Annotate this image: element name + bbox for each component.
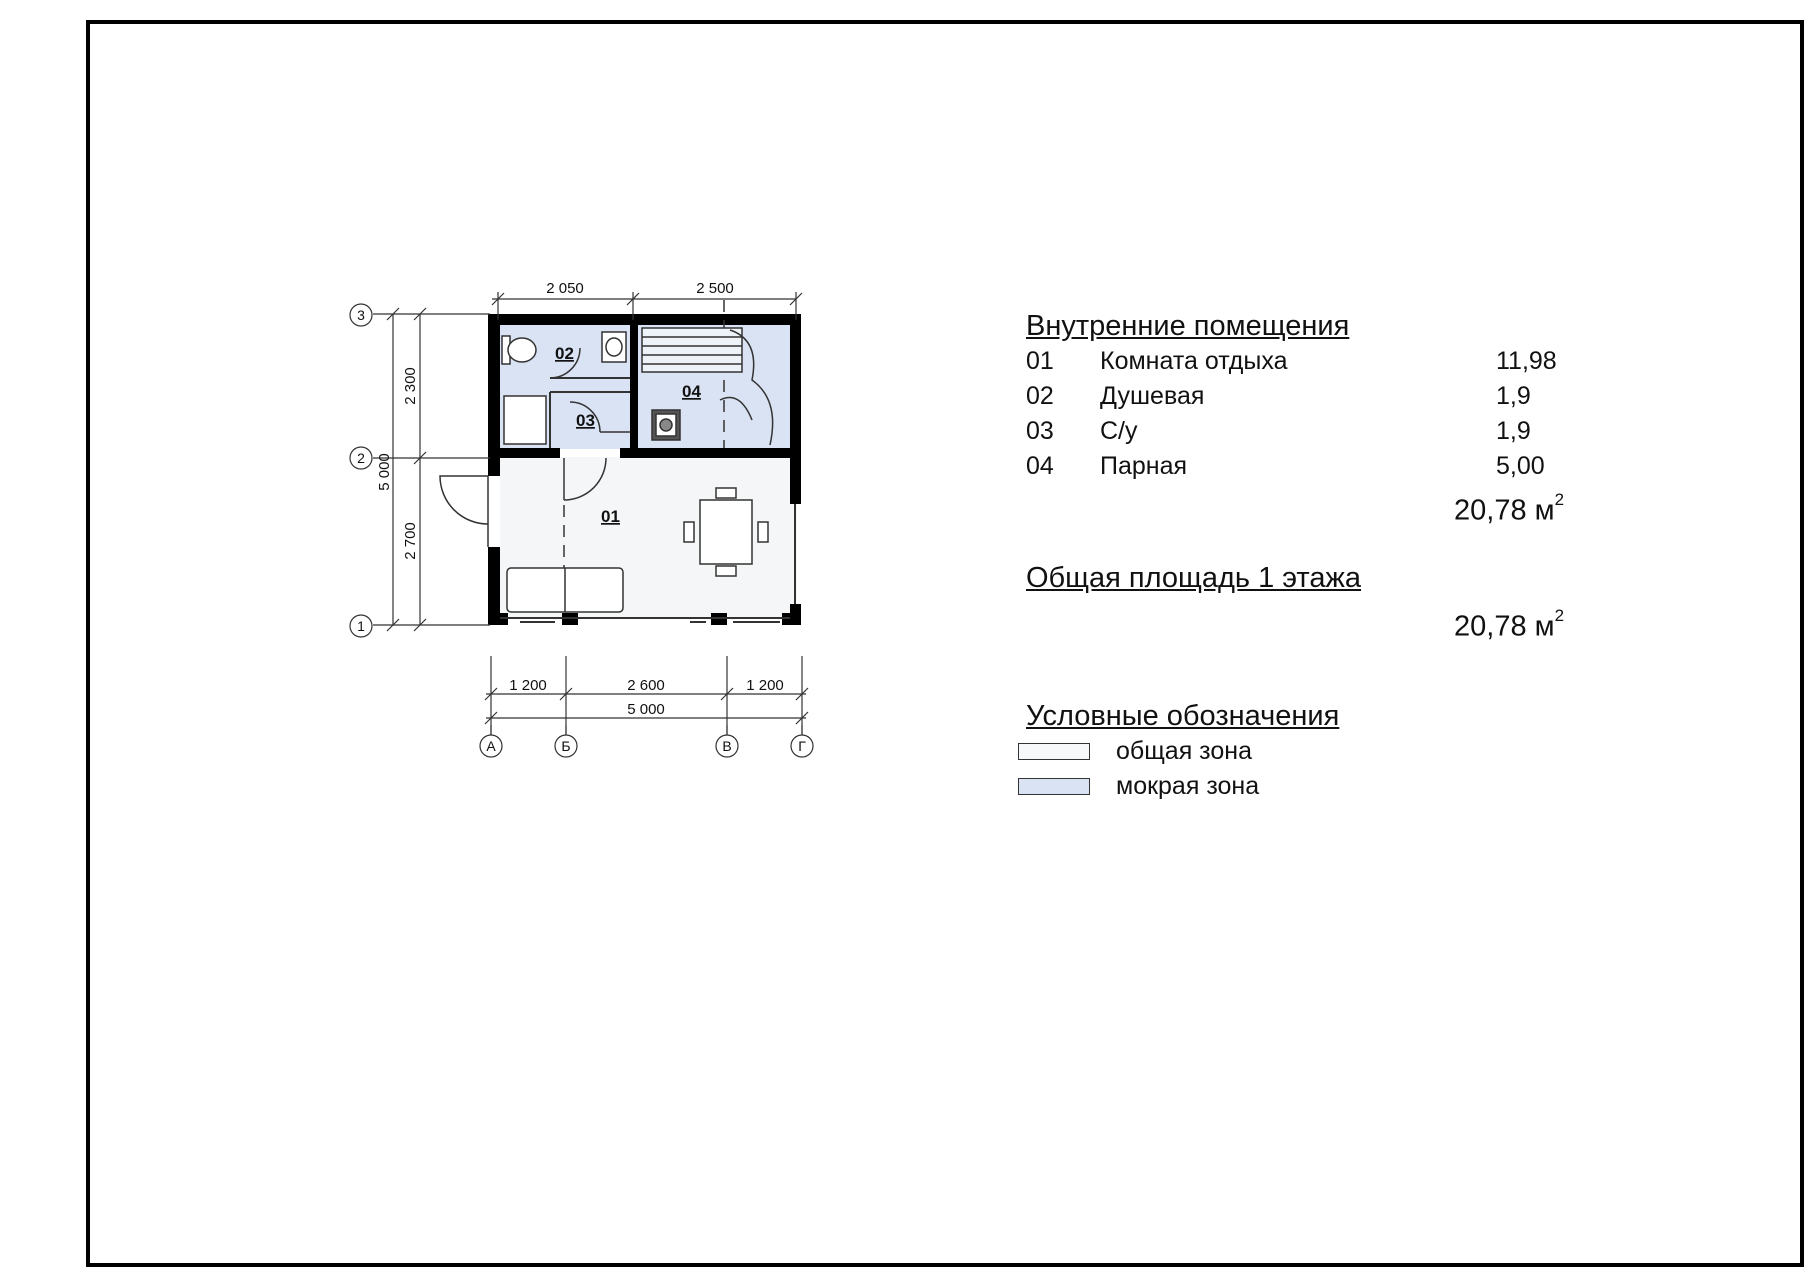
chair: [716, 566, 736, 576]
legend-label: мокрая зона: [1116, 772, 1260, 800]
dim-left-1: 2 300: [402, 367, 419, 405]
axis-label-3: 3: [357, 307, 365, 323]
axis-label-2: 2: [357, 450, 365, 466]
axis-label-b: Б: [561, 738, 571, 754]
chair: [716, 488, 736, 498]
floor-area: [1026, 600, 1586, 643]
floor-area-value: 20,78 м: [1454, 610, 1555, 643]
dim-bottom-1: 1 200: [509, 677, 547, 694]
table: [700, 500, 752, 564]
sauna-bench: [642, 328, 742, 372]
axis-label-v: В: [722, 738, 732, 754]
room-label-04: 04: [682, 382, 701, 401]
rooms-table: [1026, 344, 1586, 484]
legend-title: Условные обозначения: [1026, 700, 1340, 732]
dim-left-2: 2 700: [402, 522, 419, 560]
dim-top-1: 2 050: [546, 280, 584, 297]
rooms-total-value: 20,78 м: [1454, 494, 1555, 527]
room-name: Парная: [1100, 452, 1188, 480]
rooms-total: [1026, 484, 1586, 527]
dim-top-2: 2 500: [696, 280, 734, 297]
room-area: 1,9: [1496, 382, 1531, 410]
legend-label: общая зона: [1116, 737, 1252, 765]
wall-middle-right: [620, 448, 801, 458]
wall-sauna: [630, 314, 638, 458]
dim-left-total: 5 000: [376, 453, 393, 491]
legend-item-wet: [1026, 769, 1586, 804]
chair: [684, 522, 694, 542]
room-label-02: 02: [555, 344, 574, 363]
toilet-bowl: [508, 338, 536, 362]
shower-tray: [504, 396, 546, 444]
rooms-table-row: [1026, 379, 1586, 414]
axis-label-1: 1: [357, 618, 365, 634]
chair: [758, 522, 768, 542]
legend-item-common: [1026, 734, 1586, 769]
legend-swatch-common: [1018, 743, 1090, 760]
room-num: 01: [1026, 347, 1054, 375]
wall-top: [488, 314, 801, 325]
room-area: 5,00: [1496, 452, 1545, 480]
rooms-table-title: Внутренние помещения: [1026, 310, 1350, 342]
room-name: Комната отдыха: [1100, 347, 1288, 375]
room-num: 04: [1026, 452, 1054, 480]
room-num: 02: [1026, 382, 1054, 410]
room-label-01: 01: [601, 507, 620, 526]
rooms-total-sup: 2: [1554, 490, 1565, 509]
rooms-table-row: [1026, 414, 1586, 449]
room-label-03: 03: [576, 411, 595, 430]
legend-swatch-wet: [1018, 778, 1090, 795]
room-name: Душевая: [1100, 382, 1205, 410]
dim-bottom-total: 5 000: [627, 701, 665, 718]
room-num: 03: [1026, 417, 1054, 445]
dim-bottom-3: 1 200: [746, 677, 784, 694]
room-area: 1,9: [1496, 417, 1531, 445]
floor-area-title: Общая площадь 1 этажа: [1026, 562, 1362, 594]
room-area: 11,98: [1496, 347, 1557, 375]
room-name: С/у: [1100, 417, 1138, 445]
wall-right-upper: [790, 314, 801, 504]
floor-area-sup: 2: [1554, 606, 1565, 625]
rooms-table-row: [1026, 344, 1586, 379]
rooms-table-row: [1026, 449, 1586, 484]
wall-middle-left: [488, 448, 560, 458]
axis-label-a: А: [486, 738, 496, 754]
axis-label-g: Г: [798, 738, 806, 754]
dim-bottom-2: 2 600: [627, 677, 665, 694]
info-panel: [1026, 308, 1586, 804]
